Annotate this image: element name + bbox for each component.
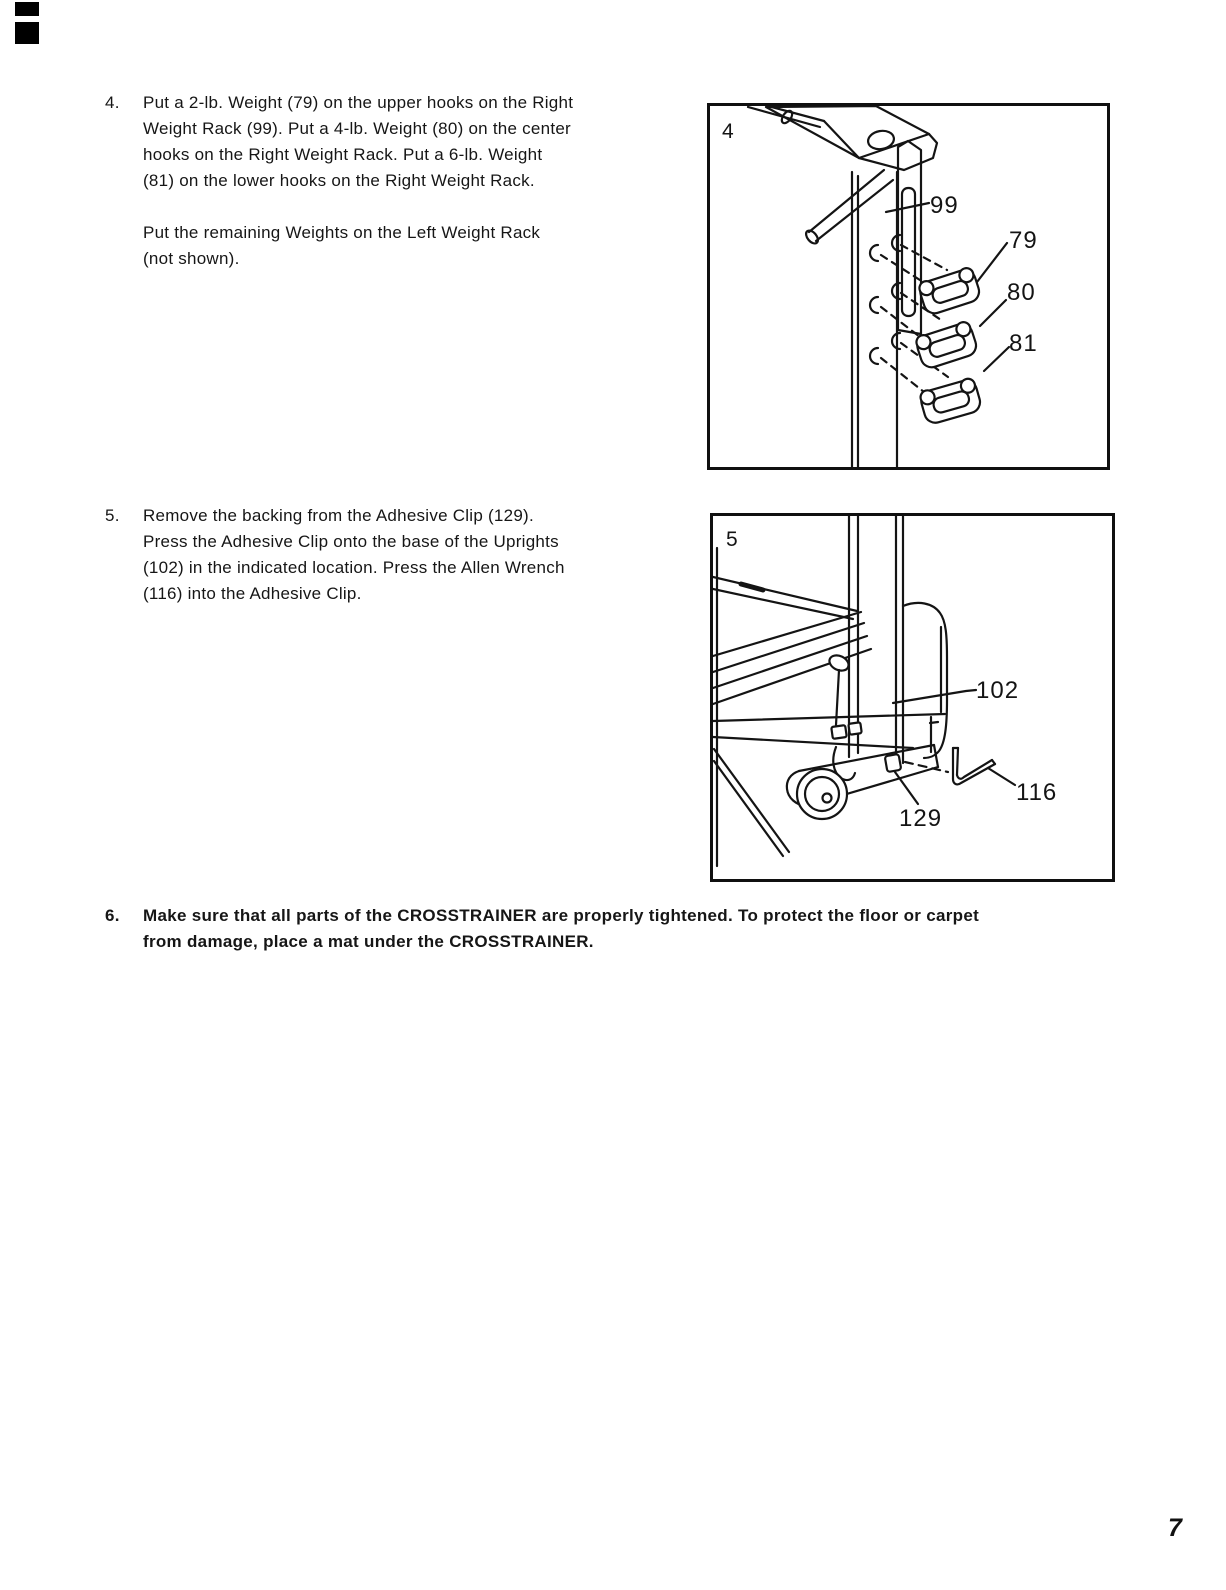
step-text-line: Remove the backing from the Adhesive Clip (129). — [143, 506, 534, 525]
callout-label-99: 99 — [930, 192, 959, 219]
figure-5-box — [710, 513, 1115, 882]
step-4-paragraph-1 — [143, 90, 573, 194]
step-text-line: Weight Rack (99). Put a 4-lb. Weight (80) on the center — [143, 119, 571, 138]
callout-label-81: 81 — [1009, 330, 1038, 357]
step-number: 6. — [105, 906, 120, 925]
weight-rack-illustration — [710, 106, 1107, 467]
page-number: 7 — [1168, 1514, 1182, 1542]
figure-label: 5 — [726, 528, 738, 551]
step-text-line: from damage, place a mat under the CROSSTRAINER. — [143, 932, 594, 951]
step-text-line: Put a 2-lb. Weight (79) on the upper hooks on the Right — [143, 93, 574, 112]
step-text-line: Put the remaining Weights on the Left Weight Rack — [143, 223, 541, 242]
step-4-paragraph-2 — [143, 220, 540, 272]
step-text-line: (116) into the Adhesive Clip. — [143, 584, 362, 603]
figure-label: 4 — [722, 120, 734, 143]
step-6-paragraph-1 — [143, 903, 979, 955]
callout-label-80: 80 — [1007, 279, 1036, 306]
callout-label-116: 116 — [1016, 779, 1058, 806]
step-5-paragraph-1 — [143, 503, 565, 607]
scan-artifact-mark — [15, 22, 39, 44]
step-text-line: Press the Adhesive Clip onto the base of the Uprights — [143, 532, 559, 551]
step-number: 4. — [105, 93, 120, 112]
callout-label-129: 129 — [899, 805, 943, 832]
scan-artifact-mark — [15, 2, 39, 16]
callout-label-102: 102 — [976, 677, 1020, 704]
step-number: 5. — [105, 506, 120, 525]
step-text-line: (102) in the indicated location. Press the Allen Wrench — [143, 558, 565, 577]
step-text-line: (not shown). — [143, 249, 240, 268]
callout-label-79: 79 — [1009, 227, 1038, 254]
figure-4-box — [707, 103, 1110, 470]
step-text-line: hooks on the Right Weight Rack. Put a 6-lb. Weight — [143, 145, 543, 164]
step-text-line: (81) on the lower hooks on the Right Weight Rack. — [143, 171, 535, 190]
step-text-line: Make sure that all parts of the CROSSTRAINER are properly tightened. To protect the floor or carpet — [143, 906, 980, 925]
